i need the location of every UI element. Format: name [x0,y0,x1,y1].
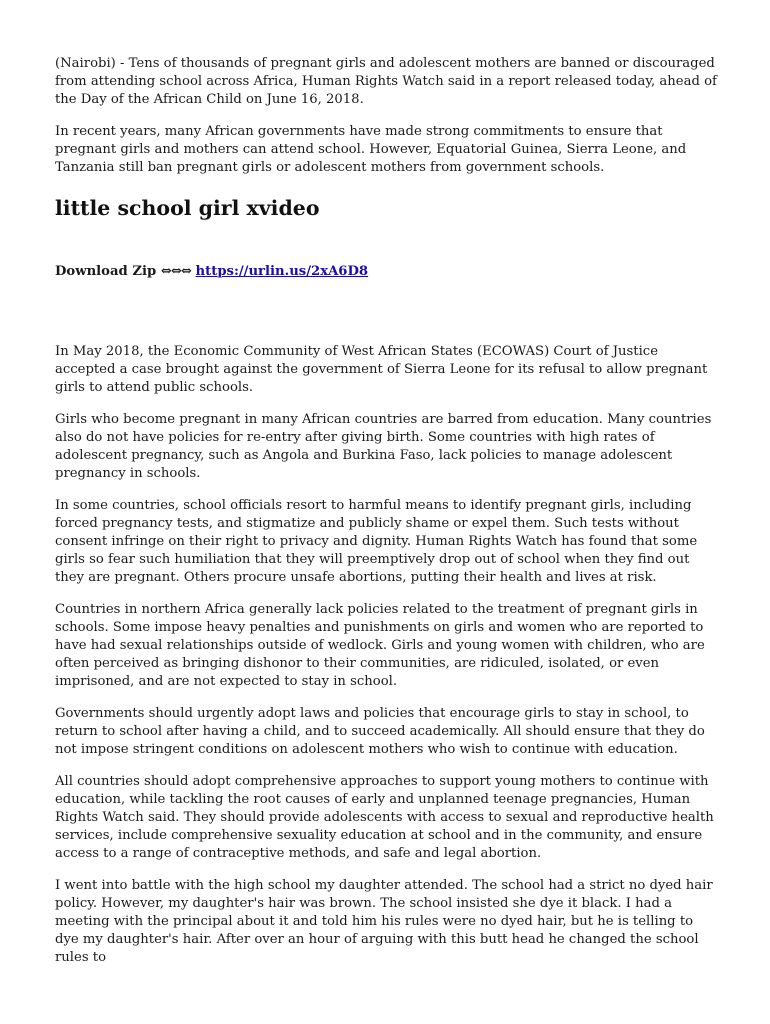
body-paragraph-3: In some countries, school officials resort to harmful means to identify pregnant girls, including forced pregnancy tests, and stigmatize and publicly shame or expel them. Such tests without consent infringe on their right to privacy and dignity. Human Rights Watch has found that some girls so fear such humiliation that they will preemptively drop out of school when they find out they are pregnant. Others procure unsafe abortions, putting their health and lives at risk. [55,498,698,585]
body-paragraph-5: Governments should urgently adopt laws and policies that encourage girls to stay in school, to return to school after having a child, and to succeed academically. All should ensure that they do not impose stringent conditions on adolescent mothers who wish to continue with education. [55,706,705,757]
intro-paragraph-2: In recent years, many African governments have made strong commitments to ensure that pregnant girls and mothers can attend school. However, Equatorial Guinea, Sierra Leone, and Tanzania still ban pregnant girls or adolescent mothers from government schools. [55,124,687,175]
body-paragraph-2: Girls who become pregnant in many African countries are barred from education. Many countries also do not have policies for re-entry after giving birth. Some countries with high rates of adolescent pregnancy, such as Angola and Burkina Faso, lack policies to manage adolescent pregnancy in schools. [55,412,712,481]
download-link[interactable]: https://urlin.us/2xA6D8 [195,264,369,279]
document-page [55,55,720,981]
intro-paragraph-1: (Nairobi) - Tens of thousands of pregnant girls and adolescent mothers are banned or discouraged from attending school across Africa, Human Rights Watch said in a report released today, ahead of the Day of the African Child on June 16, 2018. [55,56,717,107]
double-arrow-icon: ⇔⇔⇔ [160,264,191,279]
body-paragraph-7: I went into battle with the high school my daughter attended. The school had a strict no dyed hair policy. However, my daughter's hair was brown. The school insisted she dye it black. I had a meeting with the principal about it and told him his rules were no dyed hair, but he is telling to dye my daughter's hair. After over an hour of arguing with this butt head he changed the school rules to [55,878,713,965]
body-paragraph-4: Countries in northern Africa generally lack policies related to the treatment of pregnant girls in schools. Some impose heavy penalties and punishments on girls and women who are reported to have had sexual relationships outside of wedlock. Girls and young women with children, who are often perceived as bringing dishonor to their communities, are ridiculed, isolated, or even imprisoned, and are not expected to stay in school. [55,602,705,689]
body-paragraph-1: In May 2018, the Economic Community of West African States (ECOWAS) Court of Justice accepted a case brought against the government of Sierra Leone for its refusal to allow pregnant girls to attend public schools. [55,344,708,395]
page-heading: little school girl xvideo [55,196,320,220]
download-line [55,263,720,281]
body-paragraph-6: All countries should adopt comprehensive approaches to support young mothers to continue with education, while tackling the root causes of early and unplanned teenage pregnancies, Human Rights Watch said. They should provide adolescents with access to sexual and reproductive health services, include comprehensive sexuality education at school and in the community, and ensure access to a range of contraceptive methods, and safe and legal abortion. [55,774,714,861]
download-label: Download Zip [55,264,157,279]
section-spacer [55,281,720,343]
